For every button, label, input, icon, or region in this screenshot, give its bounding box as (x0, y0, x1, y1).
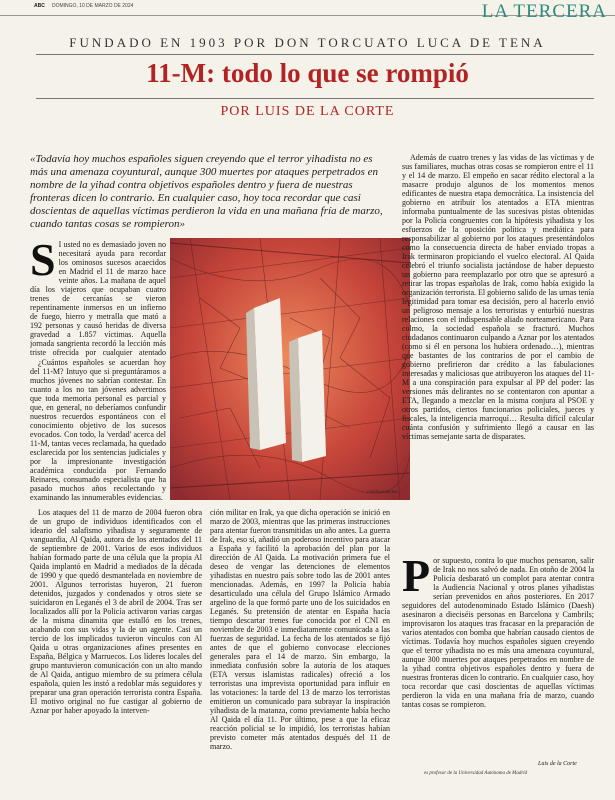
paragraph (402, 556, 594, 709)
column-1-bottom (30, 508, 202, 776)
towers-illustration (170, 238, 410, 500)
paragraph: Además de cuatro trenes y las vidas de las víctimas y de sus familiares, muchas otras cosas se rompieron entre el 11 y el 14 de marzo. El empeño en sacar rédito electoral a la masacre produjo algunos de los momentos menos edificantes de nuestra etapa democrática. La insistencia del gobierno en atribuir los atentados a ETA mientras informaba puntualmente de las sucesivas pistas obtenidas por la Policía congruentes con la hipótesis yihadista y los esfuerzos de la oposición política y mediática para responsabilizar al gobierno por los ataques presentándolos como la consecuencia directa de haber enviado tropas a Irak terminaron propiciando el vuelco electoral. Al Qaida celebró el triunfo socialista jactándose de haber depuesto un gobierno para reemplazarlo por otro que se apresuró a retirar las tropas españolas de Irak, como había exigido la organización terrorista. El gobierno salido de las urnas tenía legitimidad para tomar esa decisión, pero al hacerlo envió un peligroso mensaje a los terroristas y enturbió nuestras relaciones con el indispensable aliado norteamericano. Para colmo, la sociedad española se fracturó. Muchos ciudadanos continuaron culpando a Aznar por los atentados (como si él en persona los hubiera ordenado…), mientras que bastantes de los contrarios de por el cambio de gobierno prefirieron dar crédito a las fabulaciones interesadas y maliciosas que atribuyeron los ataques del 11-M a una conspiración para expulsar al PP del poder: las versiones más delirantes no se contentaron con apuntar a ETA, llegando a mezclar en la misma conjura al PSOE y otros partidos, ciertos funcionarios policiales, jueces y fiscales, la inteligencia marroquí… Resulta difícil calcular cuánta confusión y sufrimiento llegó a causar en las víctimas semejante sarta de disparates. (402, 153, 594, 441)
column-1-mid (30, 358, 166, 508)
illustration (170, 238, 410, 500)
illustration-credit: CARRAJUMERO (367, 489, 398, 494)
abc-label: ABC (34, 3, 45, 9)
divider (36, 54, 594, 55)
date-line: DOMINGO, 10 DE MARZO DE 2024 (52, 3, 134, 9)
paragraph-text: I usted no es demasiado joven no necesitará ayuda para recordar los ominosos sucesos acaecidos en Madrid el 11 de marzo hace veinte años. La mañana de aquel día los viajeros que ocupaban cuatro trenes de cercanías se vieron repentinamente inmersos en un infierno de fuego, hierro y metralla que mató a 192 personas y causó heridas de diversa gravedad a 1.857 víctimas. Aquella jornada sangrienta recordó la lección más triste ofrecida por cualquier atentado (30, 240, 166, 357)
column-4 (402, 556, 594, 756)
divider (36, 98, 594, 99)
column-3 (402, 153, 594, 553)
drop-cap: P (402, 556, 431, 601)
column-1-top (30, 240, 166, 358)
column-2 (210, 508, 390, 776)
paragraph (30, 240, 166, 358)
paragraph-text: or supuesto, contra lo que muchos pensaron, salir de Irak no nos salvó de nada. En otoño de 2004 la Policía desbarató un complot para atentar contra la Audiencia Nacional y otros planes yihadistas serían prevenidos en años posteriores. En 2017 seguidores del autodenominado Estado Islámico (Daesh) asesinaron a dieciséis personas en Barcelona y Cambrils; improvisaron los ataques tras fracasar en la preparación de varios atentados con bomba que habrían causado cientos de víctimas. Todavía hoy muchos españoles siguen creyendo que el terror yihadista no es más una amenaza coyuntural, aunque 300 muertes por ataques perpetrados en nombre de la yihad contra objetivos españoles dentro y fuera de nuestras fronteras dicen lo contrario. En cualquier caso, hoy toca recordar que casi doscientas de aquellas víctimas perdieron la vida en una mañana fría de marzo, cuando tantas cosas se rompieron. (402, 556, 594, 709)
masthead (0, 0, 615, 22)
section-brand: LA TERCERA (481, 1, 607, 22)
paragraph: ¿Cuántos españoles se acuerdan hoy del 11-M? Intuyo que si preguntáramos a muchos jóvenes no sabrían contestar. En cuanto a los no tan jóvenes advertimos que toda memoria personal es parcial y que, en general, no deberíamos confundir nuestros recuerdos espontáneos con el conocimiento objetivo de los sucesos evocados. Con todo, la 'verdad' acerca del 11-M, tantas veces reclamada, ha quedado esclarecida por los sentencias judiciales y por la impresionante investigación académica conducida por Fernando Reinares, consumado especialista que ha pasado muchos años recolectando y examinando las innumerables evidencias. (30, 358, 166, 502)
paragraph: ción militar en Irak, ya que dicha operación se inició en marzo de 2003, mientras que las primeras instrucciones para atentar fueron transmitidas un año antes. La guerra de Irak, eso sí, añadió un poderoso incentivo para atacar a España y facilitó la aprobación del plan por la dirección de Al Qaida. La motivación primera fue el deseo de vengar las detenciones de elementos yihadistas en nuestro país sobre todo las de 2001 antes mencionadas. Además, en 1997 la Policía había desarticulado una célula del Grupo Islámico Armado argelino de la que formó parte uno de los suicidados en Leganés. Su pretensión de atentar en España hacía tiempo descartar trenes fue conocida por el CNI en noviembre de 2003 e inmediatamente comunicada a las fuerzas de seguridad. La fecha de los atentados se fijó antes de que el gobierno convocase elecciones generales para el 14 de marzo. Sin embargo, la inmediata confusión sobre la autoría de los ataques (ETA versus islamistas radicales) ofreció a los terroristas una imprevista oportunidad para influir en las votaciones: la tarde del 13 de marzo los terroristas emitieron un comunicado para subrayar la inspiración yihadista de la matanza, como previamente había hecho Al Qaida el día 11. Por último, pese a que la eficaz reacción policial se lo impidió, los terroristas habían previsto cometer más atentados después del 11 de marzo. (210, 508, 390, 751)
headline: 11-M: todo lo que se rompió (146, 58, 469, 88)
author-role: es profesor de la Universidad Autónoma de Madrid (424, 771, 528, 776)
founded-line: FUNDADO EN 1903 POR DON TORCUATO LUCA DE TENA (69, 35, 546, 50)
lead-quote: «Todavía hoy muchos españoles siguen creyendo que el terror yihadista no es más una amenaza coyuntural, aunque 300 muertes por ataques perpetrados en nombre de la yihad contra objetivos españoles dentro y fuera de nuestras fronteras dicen lo contrario. En cualquier caso, hoy toca recordar que casi doscientas de aquellas víctimas perdieron la vida en una mañana fría de marzo, cuando tantas cosas se rompieron» (30, 153, 383, 230)
author-signature: Luis de la Corte (538, 761, 577, 767)
byline: POR LUIS DE LA CORTE (220, 104, 395, 119)
paragraph: Los ataques del 11 de marzo de 2004 fueron obra de un grupo de individuos identificados con el ideario del salafismo yihadista y seguramente de vanguardia, Al Qaida, autora de los atentados del 11 de septiembre de 2001. Varios de esos individuos habían formado parte de una célula que la propia Al Qaida implantó en Madrid a mediados de la década de 1990 y que quedó desmantelada en noviembre de 2001. Algunos terroristas huyeron, 21 fueron detenidos, juzgados y condenados y otros siete se suicidaron en Leganés el 3 de abril de 2004. Tras ser localizados allí por la Policía activaron varias cargas de la misma dinamita que estalló en los trenes, acabando con sus vidas y la de un agente. Casi un tercio de los implicados tuvieron vínculos con Al Qaida u otras organizaciones afines presentes en España, Bélgica y Marruecos. Los líderes locales del grupo mantuvieron comunicación con un alto mando de Al Qaida, antiguo miembro de su primera célula española, quien les instó a redoblar más seguidores y preparar una gran operación terrorista contra España. El motivo original no fue castigar al gobierno de Aznar por haber apoyado la interven- (30, 508, 202, 715)
drop-cap: S (30, 240, 56, 285)
